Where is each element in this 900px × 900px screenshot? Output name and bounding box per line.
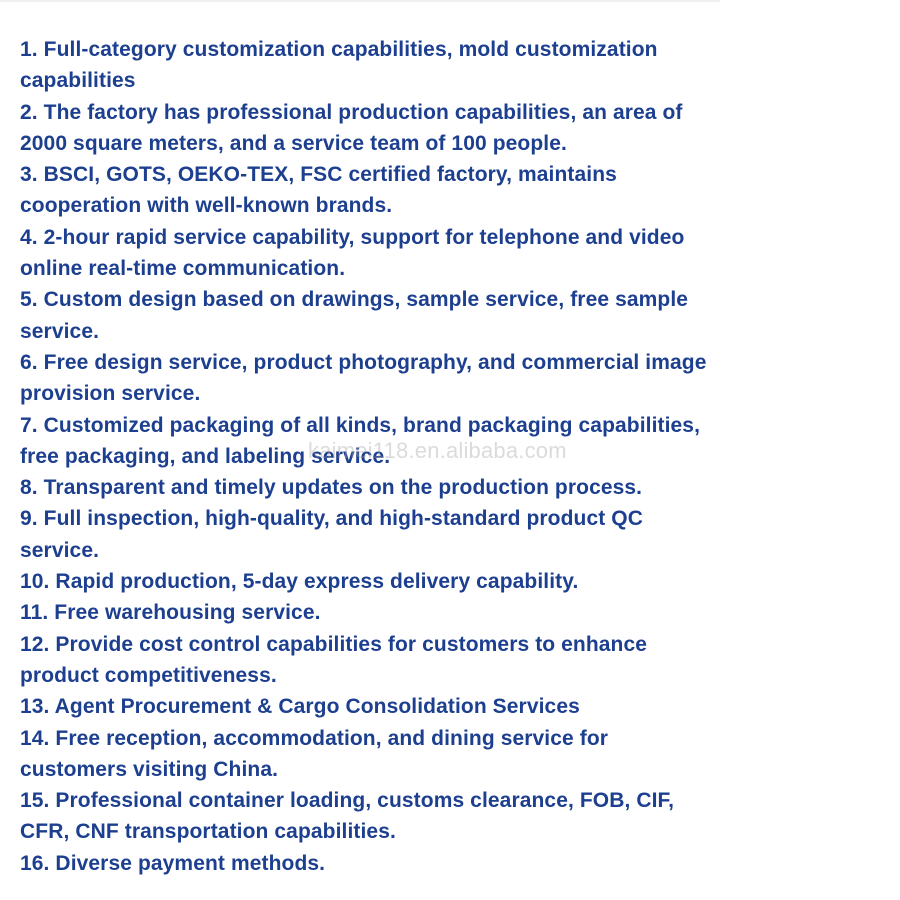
list-item: 7. Customized packaging of all kinds, brand packaging capabilities, free packaging, and labeling service.	[20, 413, 701, 468]
list-item: 11. Free warehousing service.	[20, 601, 321, 625]
list-item: 9. Full inspection, high-quality, and high-standard product QC service.	[20, 507, 643, 562]
list-item: 8. Transparent and timely updates on the production process.	[20, 476, 643, 500]
list-item: 6. Free design service, product photography, and commercial image provision service.	[20, 350, 707, 406]
service-list	[20, 34, 720, 879]
list-item: 2. The factory has professional production capabilities, an area of 2000 square meters, and a service team of 100 people.	[20, 100, 683, 155]
list-item: 3. BSCI, GOTS, OEKO-TEX, FSC certified factory, maintains cooperation with well-known brands.	[20, 163, 617, 218]
list-item: 10. Rapid production, 5-day express delivery capability.	[20, 570, 579, 594]
list-item: 15. Professional container loading, customs clearance, FOB, CIF, CFR, CNF transportation capabilities.	[20, 789, 675, 844]
top-divider	[0, 0, 720, 2]
list-item: 5. Custom design based on drawings, sample service, free sample service.	[20, 288, 689, 343]
list-item: 4. 2-hour rapid service capability, support for telephone and video online real-time communication.	[20, 225, 685, 281]
list-item: 13. Agent Procurement & Cargo Consolidation Services	[20, 695, 580, 719]
watermark-text: kaimei118.en.alibaba.com	[308, 438, 567, 463]
list-item: 12. Provide cost control capabilities for customers to enhance product competitiveness.	[20, 632, 648, 687]
list-item: 1. Full-category customization capabilities, mold customization capabilities	[20, 38, 658, 93]
list-item: 14. Free reception, accommodation, and dining service for customers visiting China.	[20, 726, 609, 781]
list-item: 16. Diverse payment methods.	[20, 851, 326, 875]
